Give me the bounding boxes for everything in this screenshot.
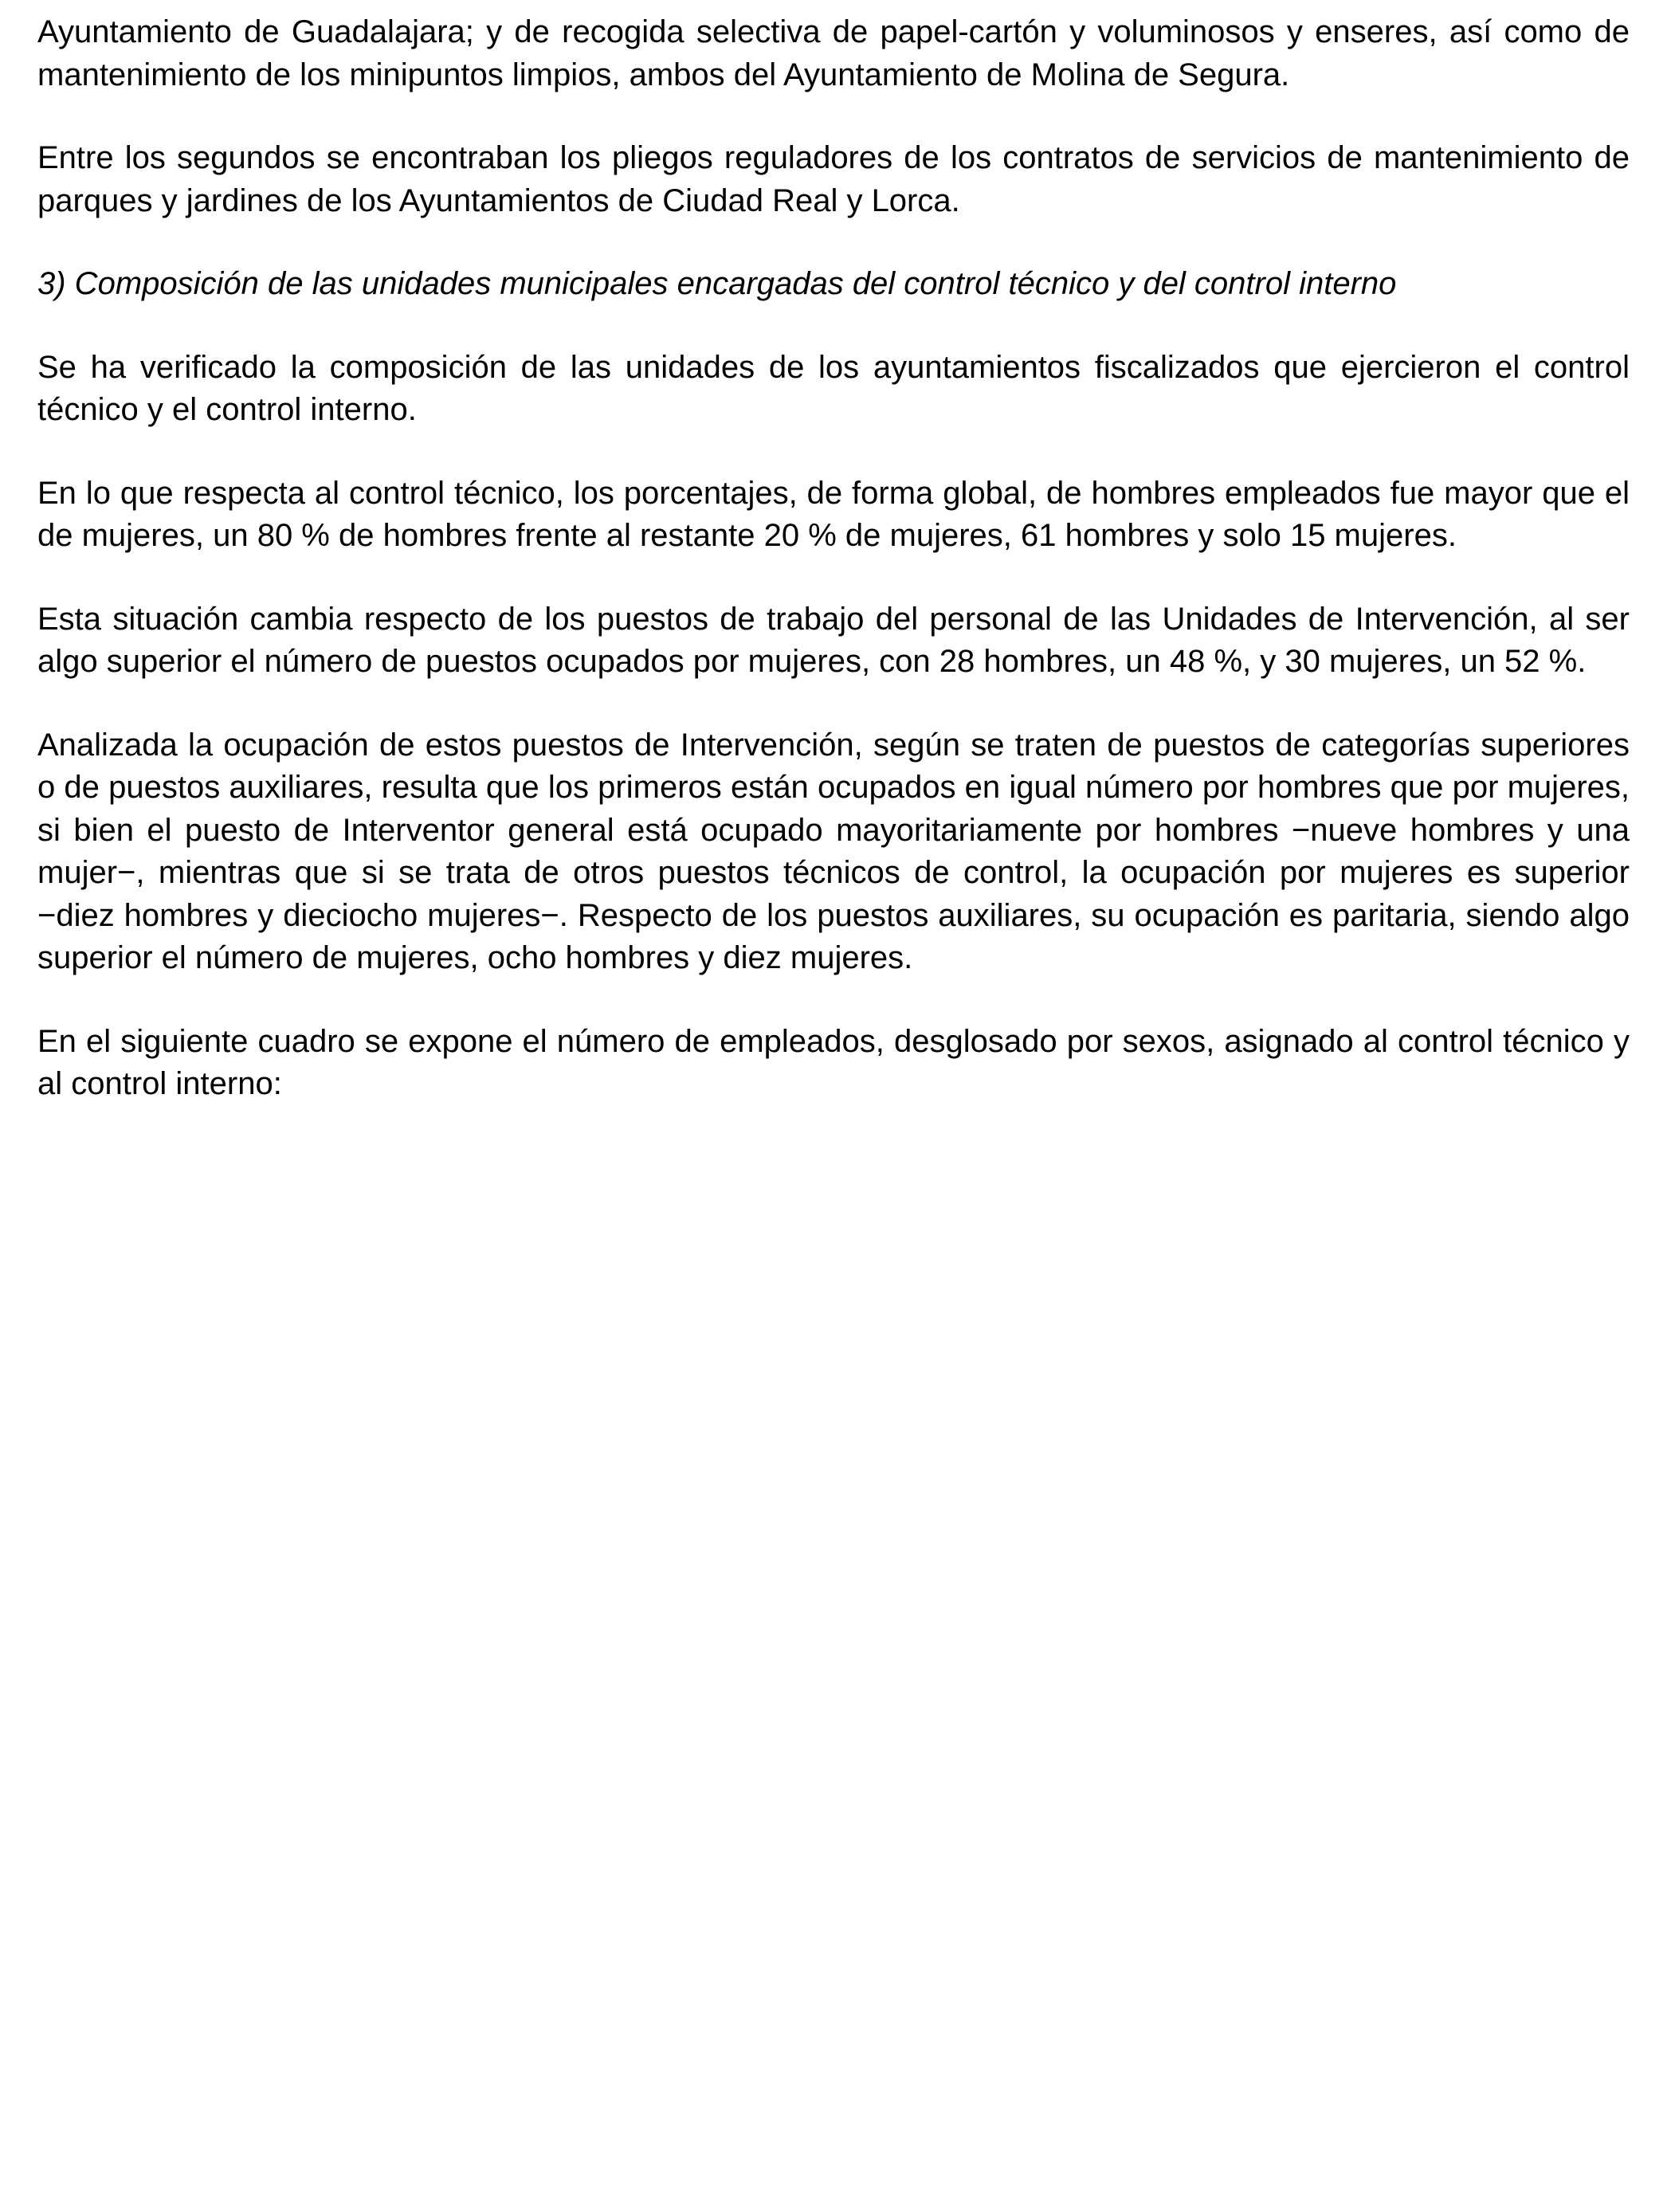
paragraph-guadalajara-molina: Ayuntamiento de Guadalajara; y de recogida selectiva de papel-cartón y voluminosos y enseres, así como de mantenimiento de los minipuntos limpios, ambos del Ayuntamiento de Molina de Segura. bbox=[37, 14, 1630, 92]
document-page bbox=[37, 11, 1630, 1106]
paragraph-verification: Se ha verificado la composición de las unidades de los ayuntamientos fiscalizados que ejercieron el control técnico y el control interno. bbox=[37, 349, 1630, 427]
section-heading: 3) Composición de las unidades municipales encargadas del control técnico y del control interno bbox=[37, 266, 1397, 301]
paragraph-table-intro: En el siguiente cuadro se expone el número de empleados, desglosado por sexos, asignado al control técnico y al control interno: bbox=[37, 1023, 1630, 1101]
paragraph-ciudad-real-lorca: Entre los segundos se encontraban los pliegos reguladores de los contratos de servicios de mantenimiento de parques y jardines de los Ayuntamientos de Ciudad Real y Lorca. bbox=[37, 140, 1630, 218]
paragraph-technical-control: En lo que respecta al control técnico, los porcentajes, de forma global, de hombres empleados fue mayor que el de mujeres, un 80 % de hombres frente al restante 20 % de mujeres, 61 hombres y solo 15 mujeres. bbox=[37, 475, 1630, 553]
paragraph-intervention-analysis: Analizada la ocupación de estos puestos de Intervención, según se traten de puestos de categorías superiores o de puestos auxiliares, resulta que los primeros están ocupados en igual número por hombres que por mujeres, si bien el puesto de Interventor general está ocupado mayoritariamente por hombres −nueve hombres y una mujer−, mientras que si se trata de otros puestos técnicos de control, la ocupación por mujeres es superior −diez hombres y dieciocho mujeres−. Respecto de los puestos auxiliares, su ocupación es paritaria, siendo algo superior el número de mujeres, ocho hombres y diez mujeres. bbox=[37, 727, 1630, 975]
paragraph-intervention-units: Esta situación cambia respecto de los puestos de trabajo del personal de las Unidades de Intervención, al ser algo superior el número de puestos ocupados por mujeres, con 28 hombres, un 48 %, y 30 mujeres, un 52 %. bbox=[37, 601, 1630, 679]
